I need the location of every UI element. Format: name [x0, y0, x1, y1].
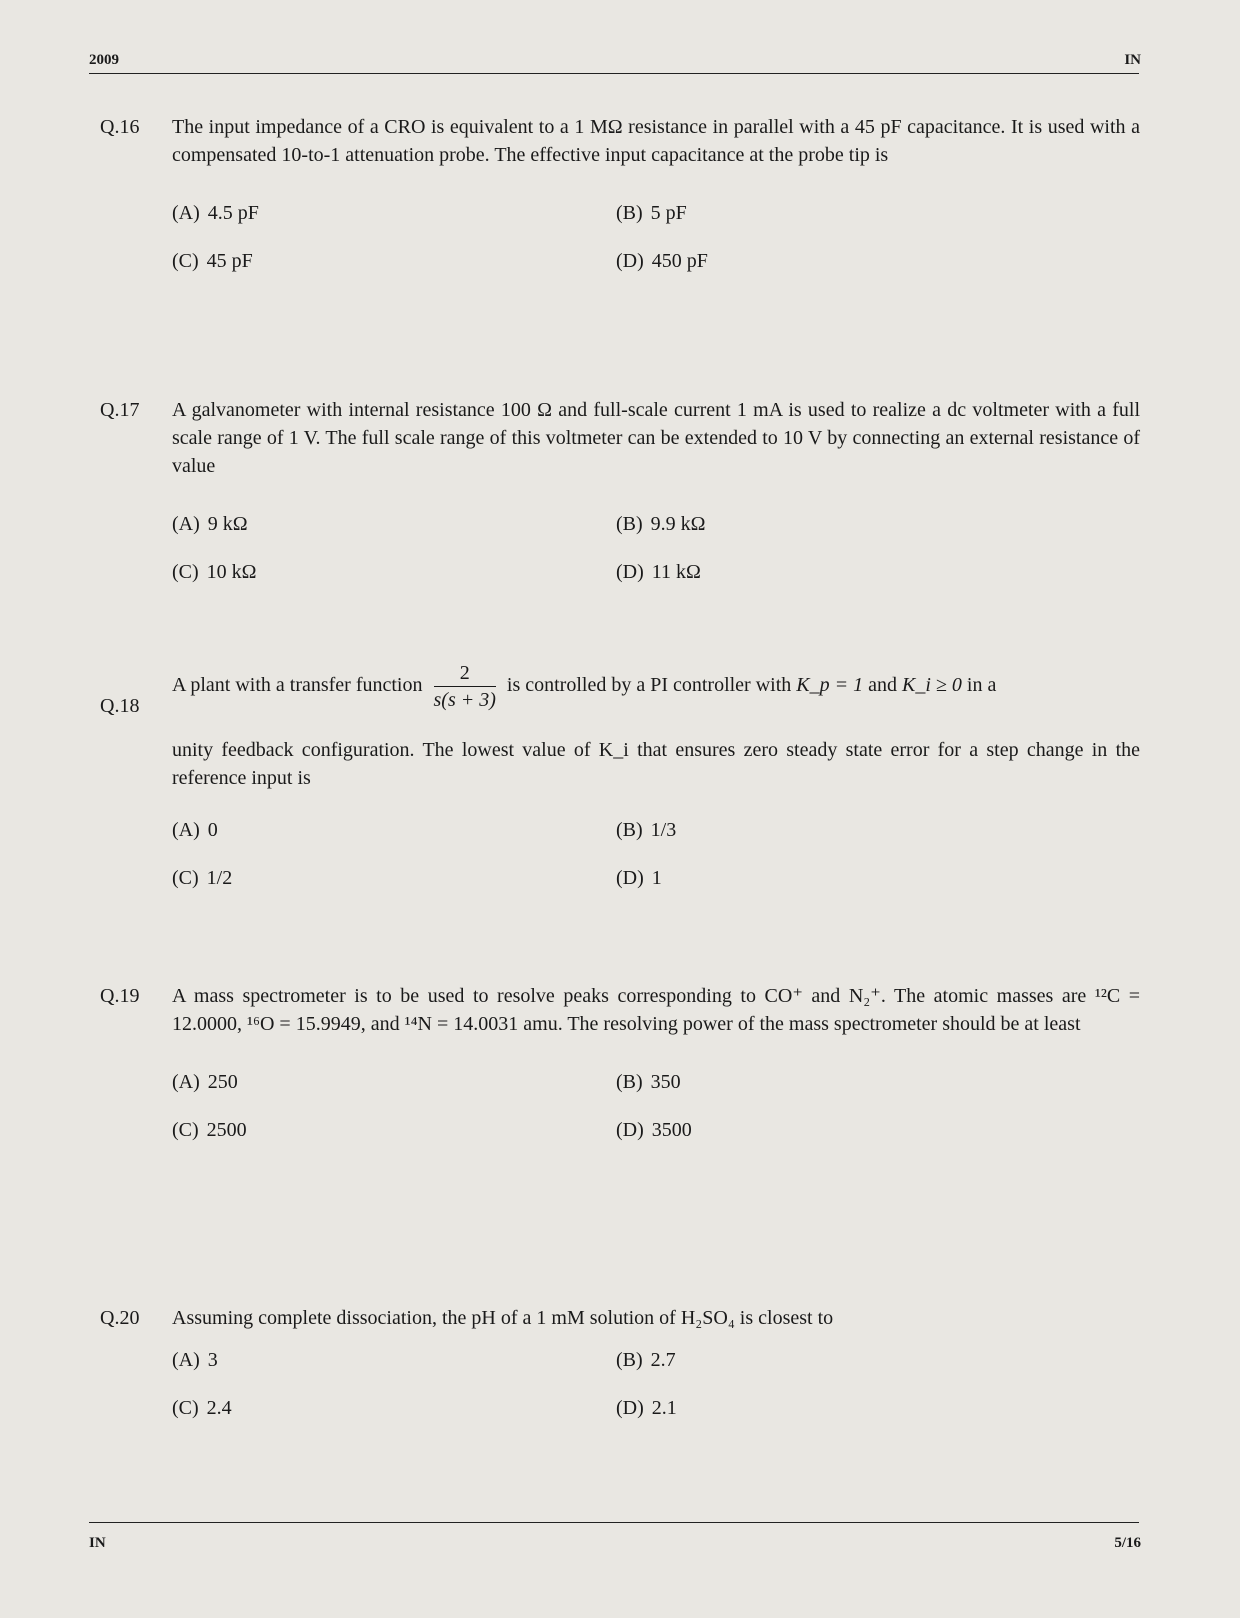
- option-a: (A) 0: [172, 819, 218, 841]
- options: [172, 816, 1140, 906]
- option-b: (B) 9.9 kΩ: [616, 513, 706, 535]
- options: [172, 510, 1140, 600]
- option-b: (B) 5 pF: [616, 202, 687, 224]
- options: [172, 1068, 1140, 1158]
- option-d: (D) 1: [616, 867, 662, 889]
- option-a: (A) 4.5 pF: [172, 202, 259, 224]
- question-number: Q.20: [100, 1307, 140, 1329]
- question-20: [100, 1304, 1140, 1436]
- question-number: Q.16: [100, 116, 140, 138]
- option-d: (D) 2.1: [616, 1397, 677, 1419]
- question-text: A mass spectrometer is to be used to resolve peaks corresponding to CO⁺ and N₂⁺. The atomic masses are ¹²C = 12.0000, ¹⁶O = 15.9949, and ¹⁴N = 14.0031 amu. The resolving power of the mass spectrometer should be at least: [172, 985, 1140, 1035]
- transfer-function-fraction: $\frac{2}{s(s + 3)}$: [433, 662, 496, 711]
- question-number: Q.17: [100, 399, 140, 421]
- question-number: Q.19: [100, 985, 140, 1007]
- option-a: (A) 250: [172, 1071, 238, 1093]
- option-c: (C) 2500: [172, 1119, 247, 1141]
- header-year: 2009: [89, 52, 119, 68]
- option-c: (C) 2.4: [172, 1397, 232, 1419]
- option-d: (D) 450 pF: [616, 250, 708, 272]
- question-17: [100, 396, 1140, 600]
- option-d: (D) 11 kΩ: [616, 561, 701, 583]
- question-number: Q.18: [100, 695, 140, 717]
- option-b: (B) 2.7: [616, 1349, 676, 1371]
- option-a: (A) 3: [172, 1349, 218, 1371]
- header-paper-code: IN: [1124, 52, 1141, 68]
- options: [172, 199, 1140, 289]
- option-b: (B) 350: [616, 1071, 681, 1093]
- question-text: The input impedance of a CRO is equivalent to a 1 MΩ resistance in parallel with a 45 pF capacitance. It is used with a compensated 10-to-1 attenuation probe. The effective input capacitance at the probe tip is: [172, 116, 1140, 166]
- option-c: (C) 10 kΩ: [172, 561, 257, 583]
- question-18: [100, 660, 1140, 906]
- header-rule: [89, 73, 1139, 74]
- options: [172, 1346, 1140, 1436]
- option-c: (C) 45 pF: [172, 250, 253, 272]
- footer-paper-code: IN: [89, 1535, 106, 1551]
- question-text: A galvanometer with internal resistance 100 Ω and full-scale current 1 mA is used to realize a dc voltmeter with a full scale range of 1 V. The full scale range of this voltmeter can be extended to 10 V by connecting an external resistance of value: [172, 399, 1140, 477]
- option-b: (B) 1/3: [616, 819, 677, 841]
- question-19: [100, 982, 1140, 1158]
- option-d: (D) 3500: [616, 1119, 692, 1141]
- question-text: A plant with a transfer function $\frac{2}{s(s + 3)}$ is controlled by a PI controller with K_p = 1 and K_i ≥ 0 in a unity feedback configuration. The lowest value of K_i that ensures zero steady state error for a step change in the reference input is: [172, 662, 1140, 789]
- option-a: (A) 9 kΩ: [172, 513, 248, 535]
- footer-rule: [89, 1522, 1139, 1523]
- question-text: Assuming complete dissociation, the pH of a 1 mM solution of H₂SO₄ is closest to: [172, 1307, 834, 1329]
- page-number: 5/16: [1114, 1535, 1141, 1551]
- option-c: (C) 1/2: [172, 867, 233, 889]
- question-16: [100, 113, 1140, 289]
